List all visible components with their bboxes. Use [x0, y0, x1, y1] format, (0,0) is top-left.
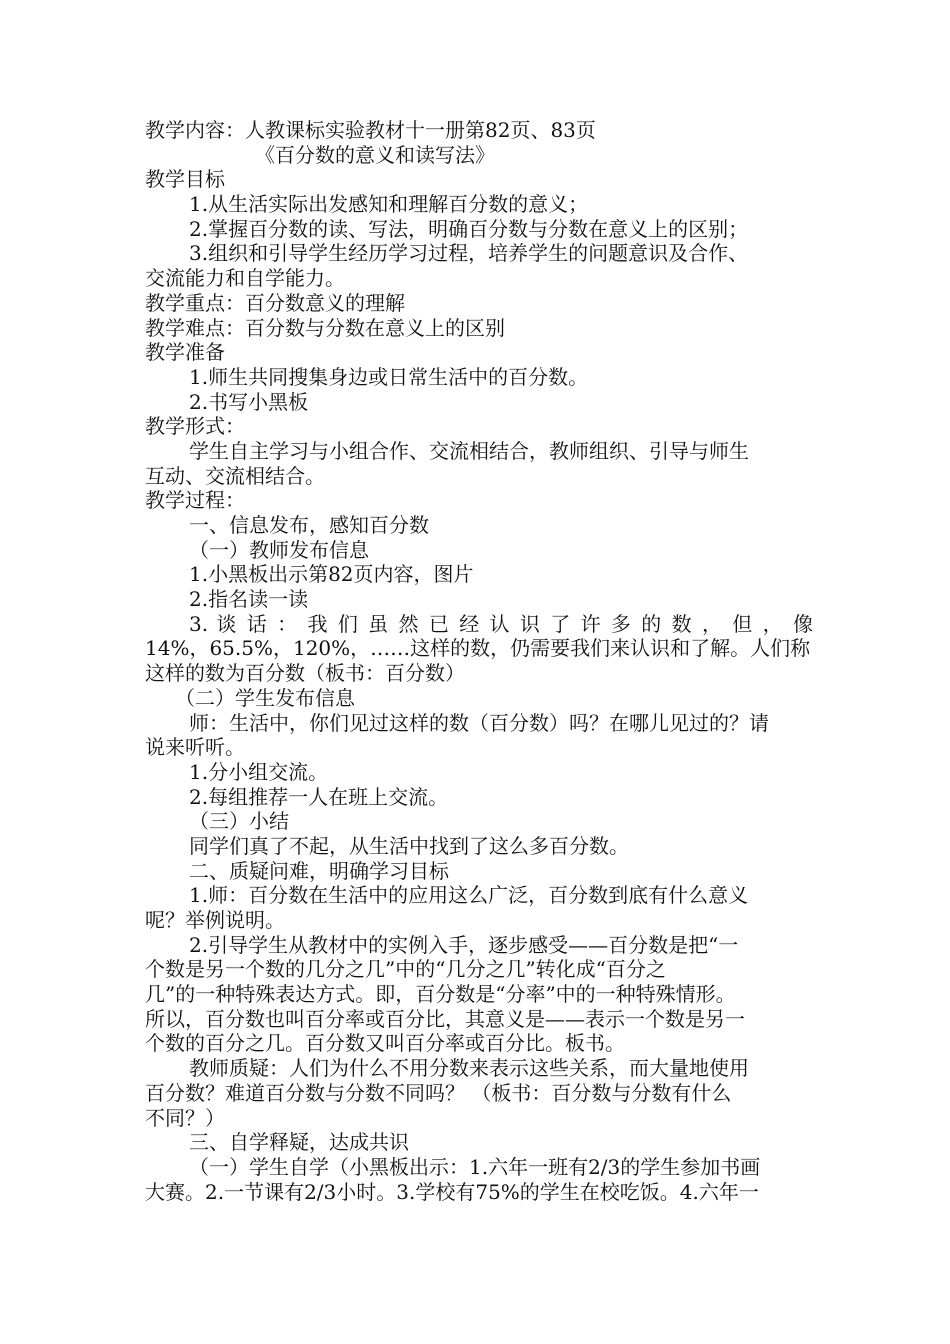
- text-line: 师：生活中，你们见过这样的数（百分数）吗？在哪儿见过的？请: [189, 710, 769, 735]
- text-line: 教学准备: [145, 340, 225, 365]
- text-line: 三、自学释疑，达成共识: [189, 1130, 409, 1155]
- text-line: 2.引导学生从教材中的实例入手，逐步感受——百分数是把“一: [189, 932, 739, 957]
- text-line: 教学重点：百分数意义的理解: [145, 290, 405, 315]
- text-line: （一）学生自学（小黑板出示：1.六年一班有2/3的学生参加书画: [189, 1154, 761, 1179]
- text-line: 教学形式：: [145, 414, 245, 439]
- lesson-plan-text: [145, 118, 813, 1204]
- text-line: 2.书写小黑板: [189, 389, 309, 414]
- text-line: 个数是另一个数的几分之几”中的“几分之几”转化成“百分之: [145, 957, 666, 982]
- text-line: 学生自主学习与小组合作、交流相结合，教师组织、引导与师生: [189, 438, 749, 463]
- text-line: 教师质疑：人们为什么不用分数来表示这些关系，而大量地使用: [189, 1056, 749, 1081]
- text-line: （一）教师发布信息: [189, 537, 369, 562]
- text-line: 几”的一种特殊表达方式。即，百分数是“分率”中的一种特殊情形。: [145, 982, 736, 1007]
- text-line: 说来听听。: [145, 735, 245, 760]
- text-line: 呢？举例说明。: [145, 908, 285, 932]
- text-line: 1.师：百分数在生活中的应用这么广泛，百分数到底有什么意义: [189, 883, 749, 908]
- text-line: 3. 谈 话 ： 我 们 虽 然 已 经 认 识 了 许 多 的 数 ， 但 ， 像: [189, 611, 813, 636]
- text-line: 2.指名读一读: [189, 587, 309, 612]
- text-line: 2.每组推荐一人在班上交流。: [189, 784, 449, 809]
- text-line: （三）小结: [189, 809, 289, 834]
- text-line: 同学们真了不起，从生活中找到了这么多百分数。: [189, 833, 629, 858]
- text-line: 1.小黑板出示第82页内容，图片: [189, 562, 474, 587]
- text-line: 交流能力和自学能力。: [145, 266, 345, 291]
- text-line: 教学过程：: [145, 488, 245, 513]
- text-line: 《百分数的意义和读写法》: [255, 142, 495, 167]
- text-line: 1.师生共同搜集身边或日常生活中的百分数。: [189, 364, 589, 389]
- text-line: 1.从生活实际出发感知和理解百分数的意义；: [189, 192, 589, 217]
- text-line: 百分数？难道百分数与分数不同吗？ （板书：百分数与分数有什么: [145, 1080, 732, 1105]
- text-line: 互动、交流相结合。: [145, 463, 325, 488]
- text-line: 14%，65.5%，120%，……这样的数，仍需要我们来认识和了解。人们称: [145, 636, 811, 661]
- text-line: 2.掌握百分数的读、写法，明确百分数与分数在意义上的区别；: [189, 216, 749, 241]
- text-line: 3.组织和引导学生经历学习过程，培养学生的问题意识及合作、: [189, 241, 749, 266]
- text-line: 这样的数为百分数（板书：百分数）: [145, 661, 465, 686]
- text-line: 大赛。2.一节课有2/3小时。3.学校有75%的学生在校吃饭。4.六年一: [145, 1179, 759, 1204]
- text-line: （二）学生发布信息: [175, 685, 355, 710]
- text-line: 二、质疑问难，明确学习目标: [189, 858, 449, 883]
- text-line: 教学难点：百分数与分数在意义上的区别: [145, 315, 505, 340]
- text-line: 所以，百分数也叫百分率或百分比，其意义是——表示一个数是另一: [145, 1006, 745, 1031]
- text-line: 不同？）: [145, 1105, 225, 1130]
- text-line: 教学目标: [145, 167, 225, 192]
- text-line: 1.分小组交流。: [189, 759, 329, 784]
- text-line: 个数的百分之几。百分数又叫百分率或百分比。板书。: [145, 1031, 625, 1056]
- text-line: 一、信息发布，感知百分数: [189, 513, 429, 537]
- text-line: 教学内容：人教课标实验教材十一册第82页、83页: [145, 118, 596, 142]
